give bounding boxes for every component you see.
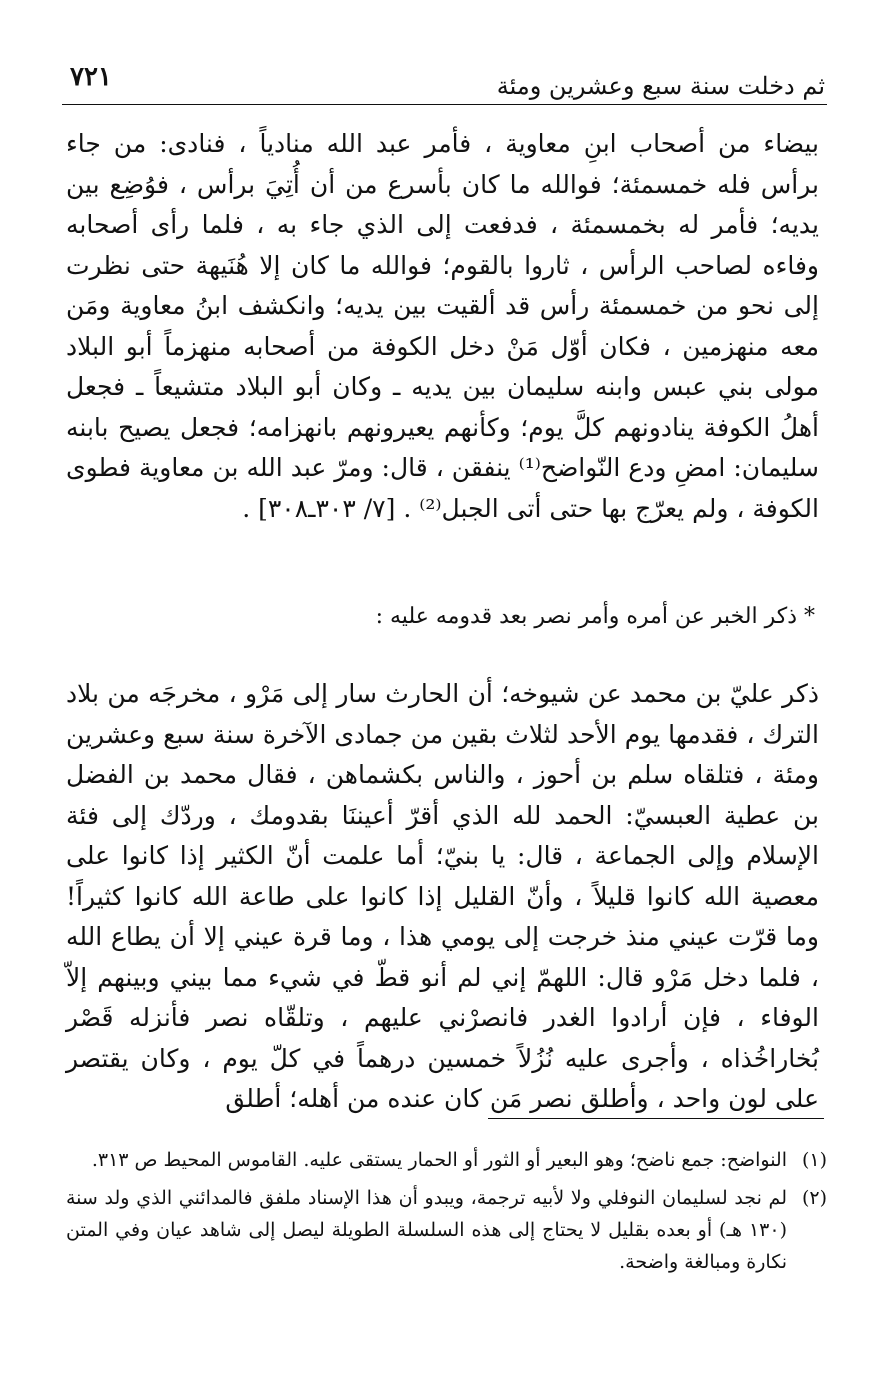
footnote-1	[66, 1144, 827, 1176]
running-head: ثم دخلت سنة سبع وعشرين ومئة	[496, 72, 825, 100]
page-number: ٧٢١	[70, 62, 112, 92]
footnote-2	[66, 1182, 827, 1278]
header-rule	[62, 104, 827, 105]
paragraph-1	[66, 124, 819, 529]
footnote-2-number: (٢)	[801, 1187, 827, 1209]
paragraph-1-text: بيضاء من أصحاب ابنِ معاوية ، فأمر عبد الله منادياً ، فنادى: من جاء برأس فله خمسمئة؛ فوالله ما كان بأسرع من أن أُتِيَ برأس ، فوُضِع بين يديه؛ فأمر له بخمسمئة ، فدفعت إلى الذي جاء به ، فلما رأى أصحابه وفاءه لصاحب الرأس ، ثاروا بالقوم؛ فوالله ما كان إلا هُنَيهة حتى نظرت إلى نحو من خمسمئة رأس قد ألقيت بين يديه؛ وانكشف ابنُ معاوية ومَن معه منهزمين ، فكان أوّل مَنْ دخل الكوفة من أصحابه منهزماً أبو البلاد مولى بني عبس وابنه سليمان بين يديه ـ وكان أبو البلاد متشيعاً ـ فجعل أهلُ الكوفة ينادونهم كلَّ يوم؛ وكأنهم يعيرونهم بانهزامه؛ فجعل يصيح بابنه سليمان: امضِ ودع النّواضح⁽¹⁾ ينفقن ، قال: ومرّ عبد الله بن معاوية فطوى الكوفة ، ولم يعرّج بها حتى أتى الجبل⁽²⁾ .	[66, 129, 819, 523]
section-heading: * ذكر الخبر عن أمره وأمر نصر بعد قدومه عليه :	[375, 604, 815, 629]
footnote-2-text: لم نجد لسليمان النوفلي ولا لأبيه ترجمة، ويبدو أن هذا الإسناد ملفق فالمدائني الذي ولد سنة (١٣٠ هـ) أو بعده بقليل لا يحتاج إلى هذه السلسلة الطويلة ليصل إلى شاهد عيان وفي المتن نكارة ومبالغة واضحة.	[66, 1187, 787, 1273]
paragraph-2: ذكر عليّ بن محمد عن شيوخه؛ أن الحارث سار إلى مَرْو ، مخرجَه من بلاد الترك ، فقدمها يوم الأحد لثلاث بقين من جمادى الآخرة سنة سبع وعشرين ومئة ، فتلقاه سلم بن أحوز ، والناس بكشماهن ، فقال محمد بن الفضل بن عطية العبسيّ: الحمد لله الذي أقرّ أعيننَا بقدومك ، وردّك إلى فئة الإسلام وإلى الجماعة ، قال: يا بنيّ؛ أما علمت أنّ الكثير إذا كانوا على معصية الله كانوا قليلاً ، وأنّ القليل إذا كانوا على طاعة الله كانوا كثيراً! وما قرّت عيني منذ خرجت إلى يومي هذا ، وما قرة عيني إلا أن يطاع الله ، فلما دخل مَرْو قال: اللهمّ إني لم أنو قطّ في شيء مما بيني وبينهم إلاّ الوفاء ، فإن أرادوا الغدر فانصرْني عليهم ، وتلقّاه نصر فأنزله قَصْر بُخاراخُذاه ، وأجرى عليه نُزُلاً خمسين درهماً في كلّ يوم ، وكان يقتصر على لون واحد ، وأطلق نصر مَن كان عنده من أهله؛ أطلق	[66, 679, 819, 1113]
footnote-1-number: (١)	[801, 1149, 827, 1171]
footnote-rule	[488, 1118, 824, 1119]
footnote-1-text: النواضح: جمع ناضح؛ وهو البعير أو الثور أو الحمار يستقى عليه. القاموس المحيط ص ٣١٣.	[91, 1149, 787, 1171]
citation: [٧/ ٣٠٣ـ٣٠٨] .	[242, 493, 396, 523]
footnotes	[66, 1144, 827, 1284]
